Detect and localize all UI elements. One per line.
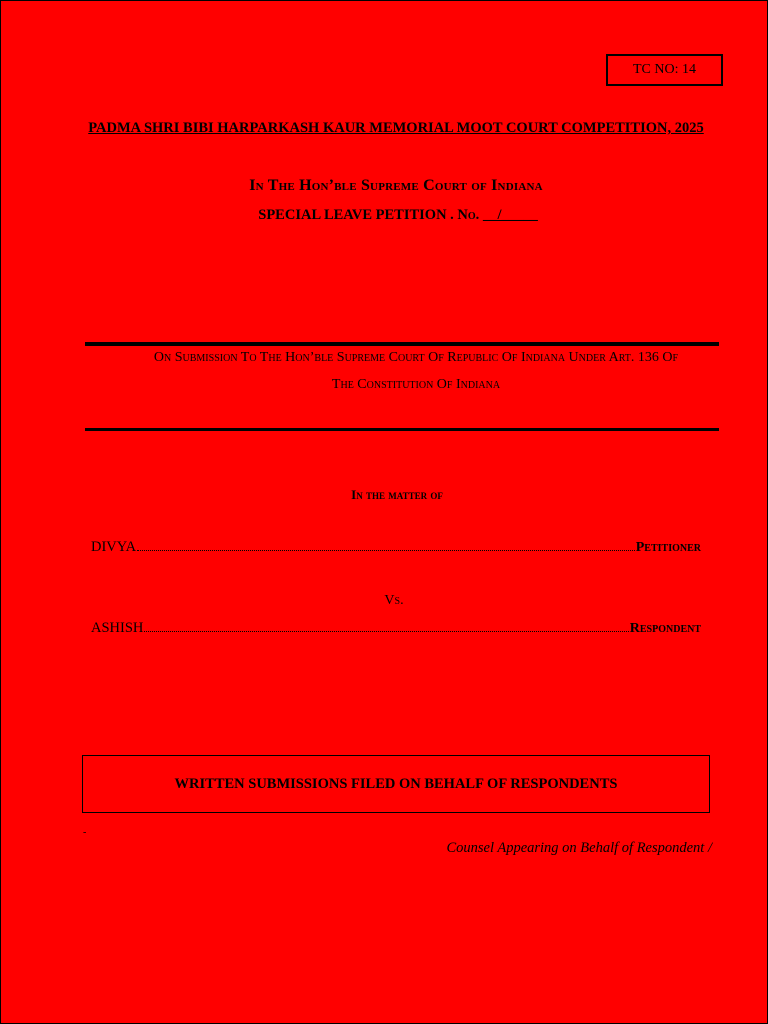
tc-number-box xyxy=(606,54,723,86)
petition-number-blank: __/_____ xyxy=(482,207,538,223)
petitioner-row xyxy=(91,539,701,556)
bottom-divider xyxy=(85,428,719,431)
written-submissions-title: WRITTEN SUBMISSIONS FILED ON BEHALF OF RESPONDENTS xyxy=(174,775,618,792)
competition-title: PADMA SHRI BIBI HARPARKASH KAUR MEMORIAL MOOT COURT COMPETITION, 2025 xyxy=(88,120,704,136)
respondent-name: ASHISH xyxy=(91,620,144,636)
court-name: In The Hon’ble Supreme Court of Indiana xyxy=(249,177,543,194)
submission-line-1: On Submission To The Hon’ble Supreme Court Of Republic Of Indiana Under Art. 136 Of xyxy=(153,350,679,365)
tc-number: TC NO: 14 xyxy=(633,62,696,77)
versus-label: Vs. xyxy=(384,593,404,608)
petitioner-role: Petitioner xyxy=(635,540,701,555)
petition-label: SPECIAL LEAVE PETITION . No. xyxy=(258,207,483,223)
respondent-row xyxy=(91,620,701,637)
dot-leader xyxy=(144,630,628,632)
dot-leader xyxy=(137,549,635,551)
submission-line-2: The Constitution Of Indiana xyxy=(331,377,501,392)
petition-number xyxy=(1,207,768,224)
counsel-line: Counsel Appearing on Behalf of Respondent / xyxy=(446,840,712,856)
in-the-matter-heading: In the matter of xyxy=(351,487,443,502)
submission-statement xyxy=(101,344,731,398)
petitioner-name: DIVYA xyxy=(91,539,137,555)
respondent-role: Respondent xyxy=(629,621,701,636)
written-submissions-box xyxy=(82,755,710,813)
stray-mark: - xyxy=(83,827,87,838)
